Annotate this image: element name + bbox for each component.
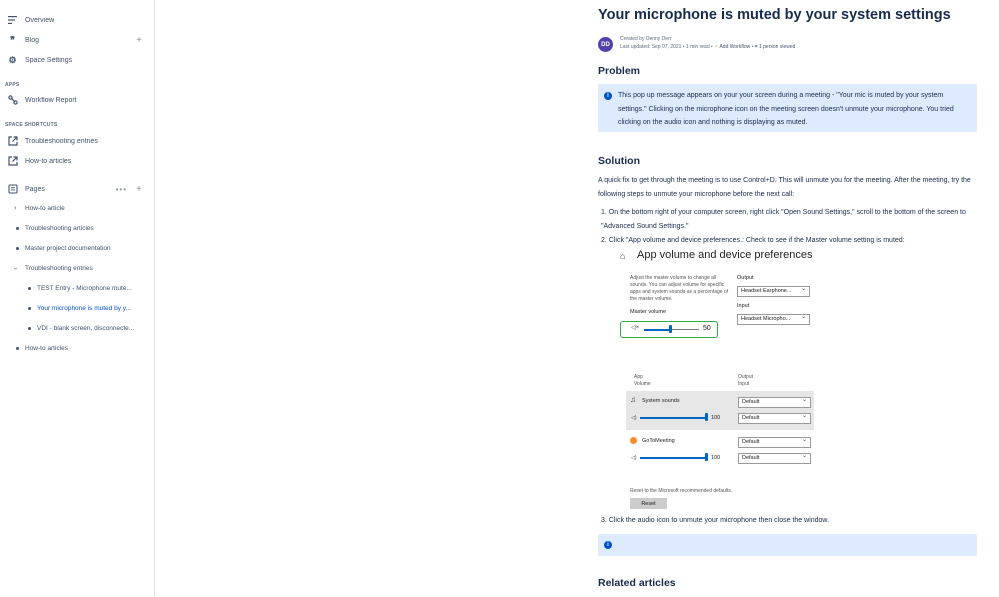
- app-input-dropdown: Default ⌄: [738, 453, 811, 464]
- master-volume-label: Master volume: [630, 309, 667, 315]
- apps-section-header: APPS: [5, 82, 20, 88]
- master-volume-value: 50: [703, 325, 711, 332]
- tree-item[interactable]: [0, 220, 155, 236]
- separator-dot: •: [682, 44, 686, 50]
- reset-note: Reset to the Microsoft recommended defaults.: [630, 488, 733, 494]
- shortcuts-section-header: SPACE SHORTCUTS: [5, 122, 58, 128]
- app-name: GoToMeeting: [642, 438, 675, 444]
- page-meta: [620, 44, 795, 50]
- sidebar-item-label: How-to articles: [25, 157, 72, 165]
- speaker-muted-icon: ◁×: [631, 325, 640, 331]
- info-icon: i: [604, 92, 612, 100]
- separator-dot: •: [751, 44, 755, 50]
- sidebar-item-space-settings[interactable]: [0, 51, 155, 69]
- app-input-dropdown: Default ⌄: [738, 413, 811, 424]
- sidebar-item-blog[interactable]: [0, 31, 155, 49]
- tree-item-active[interactable]: [0, 300, 155, 316]
- step-3: 3. Click the audio icon to unmute your microphone then close the window.: [601, 517, 830, 524]
- sidebar-item-label: Overview: [25, 16, 55, 24]
- read-time: 1 min read: [685, 44, 710, 50]
- app-volume-slider: [640, 417, 705, 419]
- volume-slider-track: [672, 329, 699, 330]
- shortcut-how-to-articles[interactable]: [0, 152, 155, 170]
- chevron-right-icon[interactable]: ›: [14, 204, 17, 212]
- gotomeeting-icon: [630, 437, 637, 444]
- input-column-header: Input: [738, 381, 750, 387]
- external-link-icon: [7, 156, 18, 167]
- tree-item[interactable]: [0, 340, 155, 356]
- last-updated[interactable]: Last updated: Sep 07, 2021: [620, 44, 682, 50]
- sound-settings-screenshot: [620, 245, 830, 515]
- tree-item-label: How-to articles: [25, 344, 68, 352]
- volume-icon: ◁): [631, 415, 637, 421]
- app-output-dropdown: Default ⌄: [738, 397, 811, 408]
- add-blog-icon[interactable]: +: [136, 34, 142, 46]
- app-volume-value: 100: [711, 455, 721, 461]
- tree-item-label: Your microphone is muted by y...: [37, 304, 131, 312]
- sidebar-item-pages[interactable]: [0, 180, 155, 198]
- gear-icon: ⚙: [8, 54, 17, 65]
- app-output-dropdown: Default ⌄: [738, 437, 811, 448]
- analytics-icon: ⌗: [754, 44, 758, 50]
- add-workflow-link[interactable]: Add Workflow: [719, 44, 751, 50]
- app-name: System sounds: [642, 398, 680, 404]
- step-2: 2. Click "App volume and device preferences.: Check to see if the Master volume setting is muted:: [601, 237, 905, 244]
- sidebar-item-overview[interactable]: [0, 11, 155, 29]
- solution-intro: A quick fix to get through the meeting is to use Control+D. This will unmute you for the meeting. After the meeting, try the following steps to unmute your microphone before the next call:: [598, 177, 971, 198]
- page-title: Your microphone is muted by your system settings: [598, 7, 951, 23]
- sidebar-item-label: Troubleshooting entries: [25, 137, 98, 145]
- tree-item[interactable]: [0, 280, 155, 296]
- volume-icon: ◁): [631, 455, 637, 461]
- problem-text: This pop up message appears on your your screen during a meeting - "Your mic is muted by your system settings." Clicking on the microphone icon on the meeting screen doesn't unmute your microphone. You tried clicking on the audio icon and nothing is displaying as muted.: [618, 92, 954, 126]
- sidebar: [0, 0, 155, 597]
- app-volume-thumb: [705, 413, 708, 421]
- avatar[interactable]: DD: [598, 37, 613, 52]
- problem-info-panel: [598, 84, 977, 132]
- solution-heading: Solution: [598, 155, 640, 167]
- output-column-header: Output: [738, 374, 754, 380]
- output-dropdown: Headset Earphone... ⌄: [737, 286, 810, 297]
- add-page-icon[interactable]: +: [136, 183, 142, 195]
- output-label: Output: [737, 275, 754, 281]
- tree-item[interactable]: [0, 200, 155, 216]
- byline: [598, 36, 978, 54]
- sidebar-item-label: Workflow Report: [25, 96, 77, 104]
- speaker-icon: ♫: [630, 395, 636, 404]
- tree-item[interactable]: [0, 260, 155, 276]
- volume-slider-fill: [644, 329, 670, 331]
- more-actions-icon[interactable]: •••: [115, 184, 127, 194]
- chevron-down-icon[interactable]: ›: [11, 266, 19, 270]
- step-1: 1. On the bottom right of your computer screen, right click "Open Sound Settings," scroll to the bottom of the screen to "Advanced Sound Settings.": [601, 209, 966, 230]
- info-icon: i: [604, 541, 612, 549]
- input-label: Input: [737, 303, 750, 309]
- bullet-icon: [28, 327, 31, 330]
- pages-icon: [7, 184, 18, 195]
- info-panel: [598, 534, 977, 556]
- overview-lines-icon: [7, 15, 18, 26]
- app-volume-value: 100: [711, 415, 721, 421]
- tree-item-label: Troubleshooting articles: [25, 224, 94, 232]
- quote-icon: ❞: [10, 34, 15, 45]
- volume-column-header: Volume: [634, 381, 651, 387]
- master-volume-highlight: [620, 321, 718, 338]
- sidebar-item-label: Blog: [25, 36, 40, 44]
- app-volume-slider: [640, 457, 705, 459]
- problem-heading: Problem: [598, 65, 641, 77]
- sidebar-item-label: Space Settings: [25, 56, 73, 64]
- sidebar-item-label: Pages: [25, 185, 45, 193]
- separator-dot: •: [711, 44, 715, 50]
- tree-item-label: How-to article: [25, 204, 65, 212]
- reset-button-image: Reset: [630, 498, 667, 509]
- tree-item-label: Troubleshooting entries: [25, 264, 93, 272]
- bullet-icon: [16, 247, 19, 250]
- workflow-icon: ⚬: [714, 44, 719, 50]
- screenshot-title: App volume and device preferences: [637, 249, 813, 261]
- tree-item[interactable]: [0, 320, 155, 336]
- tree-item-label: VDI - blank screen, disconnecte...: [37, 324, 135, 332]
- tree-item[interactable]: [0, 240, 155, 256]
- bullet-icon: [28, 287, 31, 290]
- bullet-icon: [16, 227, 19, 230]
- workflow-icon: [7, 95, 18, 106]
- bullet-icon: [16, 347, 19, 350]
- app-volume-thumb: [705, 453, 708, 461]
- shortcut-troubleshooting-entries[interactable]: [0, 132, 155, 150]
- viewers-link[interactable]: 1 person viewed: [758, 44, 796, 50]
- sidebar-item-workflow-report[interactable]: [0, 91, 155, 109]
- external-link-icon: [7, 136, 18, 147]
- input-dropdown: Headset Micropho... ⌄: [737, 314, 810, 325]
- created-by[interactable]: Created by Denny Derr: [620, 36, 672, 42]
- related-articles-heading: Related articles: [598, 577, 676, 589]
- home-icon: ⌂: [620, 251, 626, 261]
- app-column-header: App: [634, 374, 643, 380]
- screenshot-description: Adjust the master volume to change all sounds. You can adjust volume for specific apps and system sounds as a percentage of the master volume.: [630, 275, 729, 302]
- tree-item-label: TEST Entry - Microphone mute...: [37, 284, 132, 292]
- tree-item-label: Master project documentation: [25, 244, 111, 252]
- bullet-icon: [28, 307, 31, 310]
